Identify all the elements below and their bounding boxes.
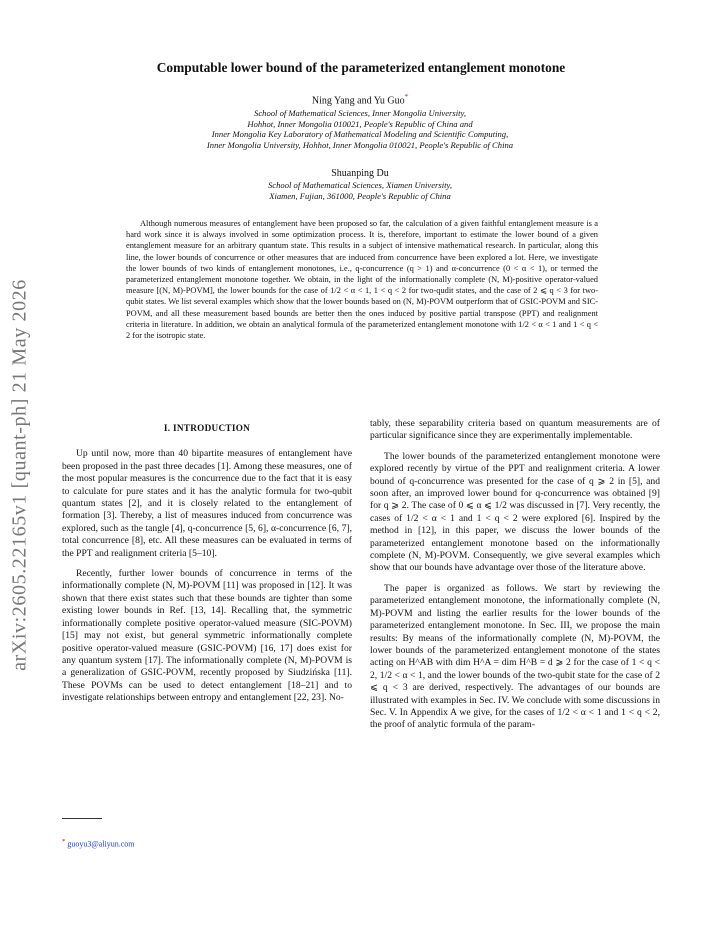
paper-title: Computable lower bound of the parameterized entanglement monotone	[156, 60, 566, 75]
author-block-2	[110, 168, 610, 202]
affiliation-line: Inner Mongolia University, Hohhot, Inner Mongolia 010021, People's Republic of China	[206, 140, 514, 151]
paragraph: The paper is organized as follows. We start by reviewing the parameterized entanglement monotone, the informationally complete (N, M)-POVM and listing the earlier results for the lower bounds of the parameterized entanglement monotone. In Sec. III, we propose the main results: By means of the informationally complete (N, M)-POVM, the lower bounds of the parameterized entanglement monotone of the states acting on H^AB with dim H^A = dim H^B = d ⩾ 2 for the case of 1 < q < 2, 1/2 < α < 1, and the lower bounds of the two-qubit state for the case of 2 ⩽ q < 3 are derived, respectively. The advantages of our bounds are illustrated with examples in Sec. IV. We conclude with some discussions in Sec. V. In Appendix A we give, for the cases of 1/2 < α < 1 and 1 < q < 2, the proof of analytic formula of the param-	[370, 582, 660, 731]
affiliation-line: Xiamen, Fujian, 361000, People's Republic of China	[269, 191, 451, 202]
left-column	[62, 423, 352, 713]
affiliation-line: School of Mathematical Sciences, Inner Mongolia University,	[254, 107, 466, 118]
footnote-mark: *	[62, 838, 66, 845]
paragraph: tably, these separability criteria based on quantum measurements are of particular significance since they are experimentally implementable.	[370, 418, 660, 442]
affiliation-line: Inner Mongolia Key Laboratory of Mathematical Modeling and Scientific Computing,	[211, 129, 509, 140]
abstract: Although numerous measures of entanglement have been proposed so far, the calculation of a given faithful entanglement measure is a hard work since it is always involved in some optimization process. It is, therefore, important to estimate the lower bound of a given entanglement measure for an arbitrary quantum state. This results in a subject of intensive mathematical research. In particular, along this line, the lower bounds of concurrence or other measures that are induced from concurrence have been explored a lot. Here, we investigate the lower bounds of two kinds of entanglement monotones, i.e., q-concurrence (q > 1) and α-concurrence (0 < α < 1), or termed the parameterized entanglement monotone together. We obtain, in the light of the informationally complete (N, M)-positive operator-valued measure [(N, M)-POVM], the lower bounds for the case of 1/2 < α < 1, 1 < q < 2 for two-qudit states, and the case of 2 ⩽ q < 3 for two-qubit states. We list several examples which show that the lower bounds based on (N, M)-POVM outperform that of GSIC-POVM and SIC-POVM, and all these measurement based bounds are better then the ones induced by positive partial transpose (PPT) and realignment criteria in literature. In addition, we obtain an analytical formula of the parameterized entanglement monotone with 1/2 < α < 1 and 1 < q < 2 for the isotropic state.	[126, 219, 598, 341]
author-block-1	[110, 92, 610, 151]
right-column	[370, 418, 660, 740]
footnote-rule	[62, 818, 102, 819]
affiliation-line: Hohhot, Inner Mongolia 010021, People's Republic of China and	[247, 118, 473, 129]
authors-line-1: Ning Yang and Yu Guo*	[311, 93, 409, 107]
arxiv-side-identifier: arXiv:2605.22165v1 [quant-ph] 21 May 2026	[8, 279, 31, 671]
corresponding-author-mark: *	[404, 93, 409, 101]
section-heading: I. INTRODUCTION	[163, 423, 251, 433]
paragraph: Up until now, more than 40 bipartite measures of entanglement have been proposed in the past three decades [1]. Among these measures, one of the most popular measures is the concurrence due to the fact that it is easy to calculate for pure states and it has the analytic formula for two-qubit quantum states [2], and it is closely related to the entanglement of formation [3]. Thereby, a list of measures induced from concurrence was explored, such as the tangle [4], q-concurrence [5, 6], α-concurrence [6, 7], total concurrence [8], etc. All these measures can be evaluated in terms of the PPT and realignment criteria [5–10].	[62, 448, 352, 559]
footnote-email[interactable]: guoyu3@aliyun.com	[67, 839, 135, 849]
authors-line-2: Shuanping Du	[331, 168, 389, 179]
affiliation-line: School of Mathematical Sciences, Xiamen University,	[267, 180, 452, 191]
footnote	[62, 838, 134, 849]
paragraph: Recently, further lower bounds of concurrence in terms of the informationally complete (N, M)-POVM [11] was proposed in [12]. It was shown that there exist states such that these bounds are tighter than some existing lower bounds in Ref. [13, 14]. Recalling that, the symmetric informationally complete positive operator-valued measure (SIC-POVM) [15] may not exist, but general symmetric informationally complete positive operator-valued measure (GSIC-POVM) [16, 17] does exist for any quantum system [17]. The informationally complete (N, M)-POVM is a generalization of GSIC-POVM, recently proposed by Siudzińska [11]. These POVMs can be used to detect entanglement [18–21] and to investigate relationships between entropy and entanglement [22, 23]. No-	[62, 568, 352, 704]
paragraph: The lower bounds of the parameterized entanglement monotone were explored recently by virtue of the PPT and realignment criteria. A lower bound of q-concurrence was presented for the case of q ⩾ 2 in [5], and soon after, an improved lower bound for q-concurrence was obtained [9] for q ⩾ 2. The case of 0 ⩽ α ⩽ 1/2 was discussed in [7]. Very recently, the cases of 1/2 < α < 1 and 1 < q < 2 were explored [6]. Inspired by the method in [12], in this paper, we discuss the lower bounds of the parameterized entanglement monotone based on the informationally complete (N, M)-POVM. Consequently, we give several examples which show that our bounds have advantage over those of the literature above.	[370, 450, 660, 574]
